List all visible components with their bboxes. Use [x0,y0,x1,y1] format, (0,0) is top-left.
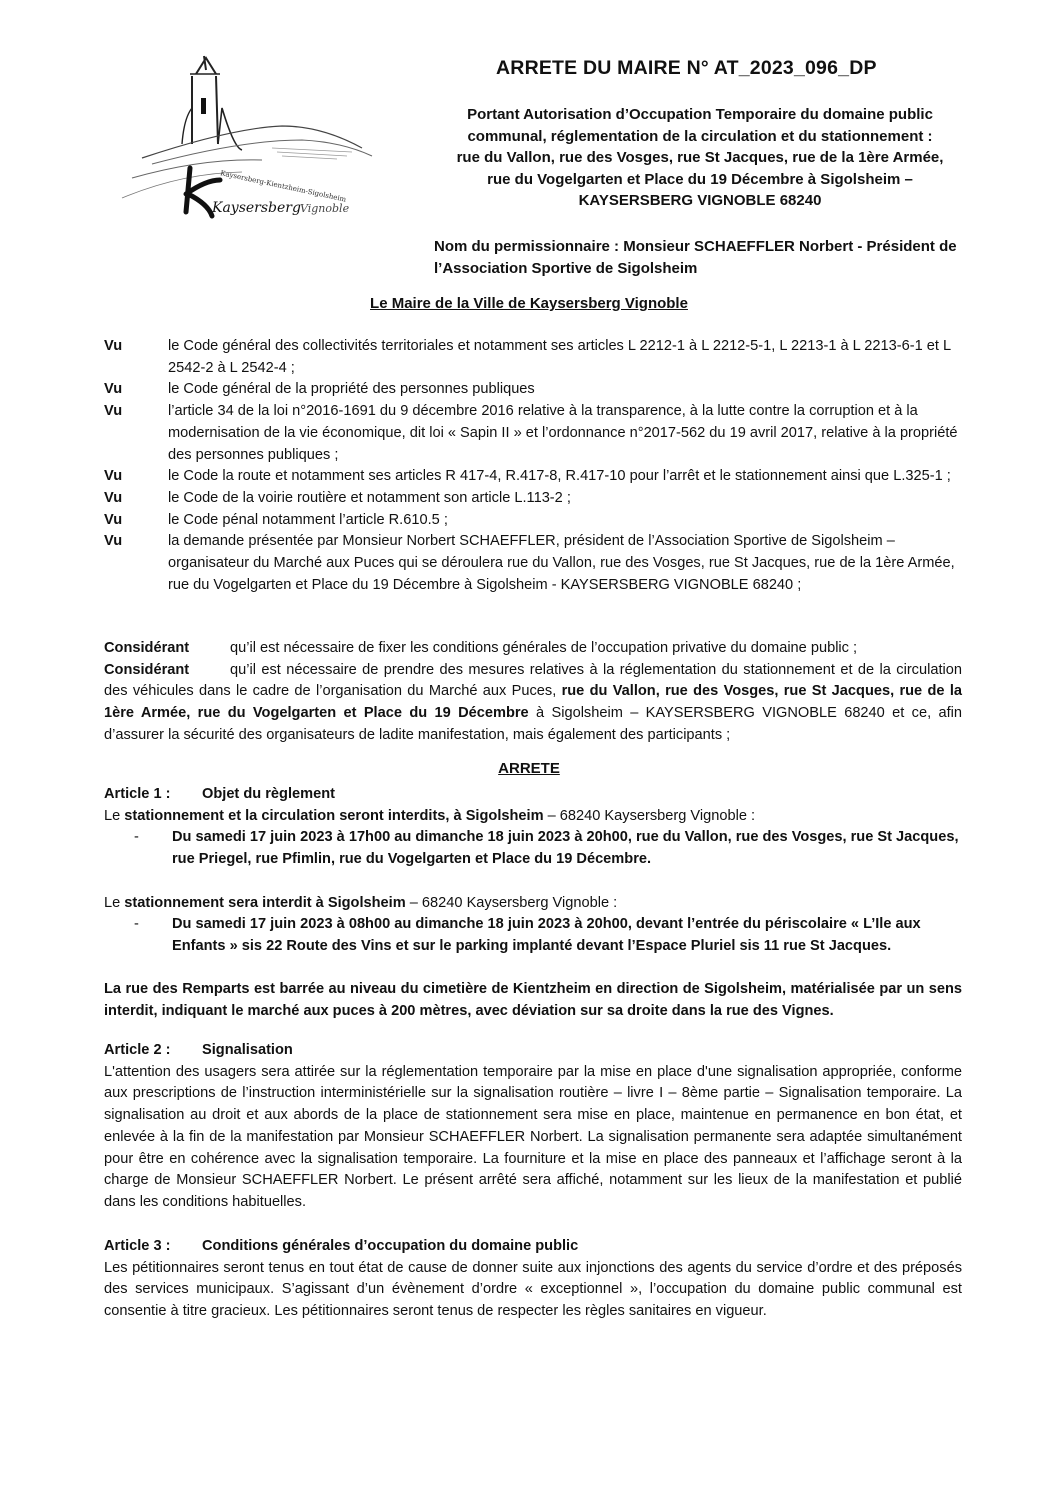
permit-holder [434,236,974,279]
vu-key: Vu [104,468,123,485]
remparts-notice: La rue des Remparts est barrée au niveau du cimetière de Kientzheim en direction de Sigolsheim, matérialisée par un sens interdit, indiquant le marché aux puces à 200 mètres, avec déviation sur sa droite dans la rue des Vignes. [104,981,962,1019]
article-1-item [134,914,962,957]
vu-text: le Code de la voirie routière et notamment son article L.113-2 ; [168,489,571,506]
considerant-2 [104,660,962,747]
municipal-logo [112,48,382,228]
article-title: Objet du règlement [202,786,335,802]
considerant-key: Considérant [104,640,190,656]
vu-text: le Code la route et notamment ses articles R 417-4, R.417-8, R.417-10 pour l’arrêt et le stationnement ainsi que L.325-1 ; [168,468,951,485]
item-text: Du samedi 17 juin 2023 à 17h00 au dimanche 18 juin 2023 à 20h00, rue du Vallon, rue des Vosges, rue St Jacques, rue Priegel, rue Pfimlin, rue du Vogelgarten et Place du 19 Décembre. [172,829,959,868]
considerant-section [104,638,962,747]
permit-line: l’Association Sportive de Sigolsheim [434,259,698,277]
considerant-text: qu’il est nécessaire de fixer les conditions générales de l’occupation privative du domaine public ; [230,640,858,656]
article-3-text: Les pétitionnaires seront tenus en tout état de cause de donner suite aux injonctions des agents du service d’ordre et des préposés des services municipaux. S’agissant d’un évènement d’ordre « exceptionnel », l’occupation du domaine public communal est consentie à titre gracieux. Les pétitionnaires seront tenus de respecter les règles sanitaires en vigueur. [104,1259,962,1320]
logo-tagline: Kaysersberg-Kientzheim-Sigolsheim [219,169,347,204]
item-text: Du samedi 17 juin 2023 à 08h00 au dimanche 18 juin 2023 à 20h00, devant l’entrée du périscolaire « L’Ile aux Enfants » sis 22 Route des Vins et sur le parking implanté devant l’Espace Pluriel sis 11 rue St Jacques. [172,916,921,954]
vu-item [104,336,964,379]
vu-text: le Code général des collectivités territoriales et notamment ses articles L 2212-1 à L 2212-5-1, L 2213-1 à L 2213-6-1 et L 2542-2 à L 2542-4 ; [168,338,951,376]
vu-text: le Code pénal notamment l’article R.610.5 ; [168,511,448,528]
vu-key: Vu [104,533,123,550]
vu-key: Vu [104,381,123,398]
text-fragment-bold: stationnement et la circulation seront interdits, à Sigolsheim [124,807,544,824]
article-3 [104,1236,962,1323]
vu-list [104,336,964,596]
subtitle-line: rue du Vogelgarten et Place du 19 Décembre à Sigolsheim – [487,170,913,188]
text-fragment-bold: stationnement sera interdit à Sigolsheim [124,894,406,911]
vu-item [104,510,964,532]
logo-wordmark: Kaysersberg [212,200,301,216]
subtitle-line: Portant Autorisation d’Occupation Temporaire du domaine public [467,106,933,123]
article-2-heading [104,1040,962,1062]
text-fragment: Le [104,807,121,824]
article-2-text: L'attention des usagers sera attirée sur la réglementation temporaire par la mise en place d'une signalisation appropriée, conforme aux prescriptions de l’instruction interministérielle sur la signalisation routière – livre I – 8ème partie – Signalisation temporaire. La signalisation au droit et aux abords de la place de stationnement sera mise en place, maintenue en permanence en bon état, et enlevée à la fin de la manifestation par Monsieur SCHAEFFLER Norbert. La signalisation permanente sera adaptée simultanément pour être en cohérence avec la signalisation temporaire. La fourniture et la mise en place des panneaux et l’affichage seront à la charge de Monsieur SCHAEFFLER Norbert. Le présent arrêté sera affiché, notamment sur les lieux de la manifestation et publié dans les conditions habituelles. [104,1063,962,1210]
considerant-text: qu’il est nécessaire de prendre des mesures relatives à la réglementation du stationnement et de la circulation des véhicules dans le cadre de l’organisation du Marché aux Puces, [104,661,962,700]
vu-item [104,488,964,510]
considerant-key: Considérant [104,661,190,678]
vu-text: l’article 34 de la loi n°2016-1691 du 9 décembre 2016 relative à la transparence, à la lutte contre la corruption et à la modernisation de la vie économique, dit loi « Sapin II » et l’ordonnance n°2017-562 du 19 avril 2017, relative à la propriété des personnes publiques ; [168,403,958,463]
vu-key: Vu [104,511,123,528]
article-1-intro [104,806,962,828]
vu-text: le Code général de la propriété des personnes publiques [168,381,535,398]
article-title: Conditions générales d’occupation du domaine public [202,1238,579,1254]
vu-item [104,379,964,401]
article-1-item [134,827,962,870]
vu-item [104,401,964,466]
dash-bullet: - [134,916,139,933]
vu-item [104,531,964,596]
subtitle-line: rue du Vallon, rue des Vosges, rue St Jacques, rue de la 1ère Armée, [456,149,944,166]
dash-bullet: - [134,829,139,846]
mayor-heading-text: Le Maire de la Ville de Kaysersberg Vignoble [370,295,688,312]
article-3-heading [104,1236,962,1258]
considerant-text-end: à Sigolsheim – KAYSERSBERG VIGNOBLE 68240 et ce, afin d’assurer la sécurité des organisateurs de ladite manifestation, mais également des participants ; [104,705,963,743]
article-number: Article 3 : [104,1238,171,1254]
vu-key: Vu [104,338,123,354]
text-fragment: – 68240 Kaysersberg Vignoble : [547,807,756,824]
article-2 [104,1040,962,1214]
mayor-heading [0,295,1058,312]
considerant-1 [104,638,962,660]
considerant-streets: rue du Vallon, rue des Vosges, rue St Jacques, rue de la 1ère Armée, rue du Vogelgarten et Place du 19 Décembre [104,683,962,722]
document-title: ARRETE DU MAIRE N° AT_2023_096_DP [496,57,877,79]
text-fragment: – 68240 Kaysersberg Vignoble : [409,894,618,911]
article-1 [104,784,962,1023]
vu-text: la demande présentée par Monsieur Norbert SCHAEFFLER, président de l’Association Sportive de Sigolsheim – organisateur du Marché aux Puces qui se déroulera rue du Vallon, rue des Vosges, rue St Jacques, rue de la 1ère Armée, rue du Vogelgarten et Place du 19 Décembre à Sigolsheim - KAYSERSBERG VIGNOBLE 68240 ; [168,533,955,593]
arrete-heading-text: ARRETE [498,760,560,777]
vu-key: Vu [104,403,123,420]
article-number: Article 2 : [104,1042,171,1058]
vu-key: Vu [104,489,123,506]
arrete-heading [0,760,1058,777]
text-fragment: Le [104,894,121,911]
subtitle-line: communal, réglementation de la circulation et du stationnement : [467,127,933,145]
article-title: Signalisation [202,1042,293,1058]
article-1-heading [104,784,962,806]
logo-wordmark-vignoble: Vignoble [300,202,350,215]
document-subtitle [440,104,960,212]
vu-item [104,466,964,488]
article-1-intro-2 [104,893,962,915]
article-number: Article 1 : [104,786,171,802]
subtitle-line: KAYSERSBERG VIGNOBLE 68240 [578,192,822,209]
permit-line: Nom du permissionnaire : Monsieur SCHAEFFLER Norbert - Président de [434,238,957,255]
